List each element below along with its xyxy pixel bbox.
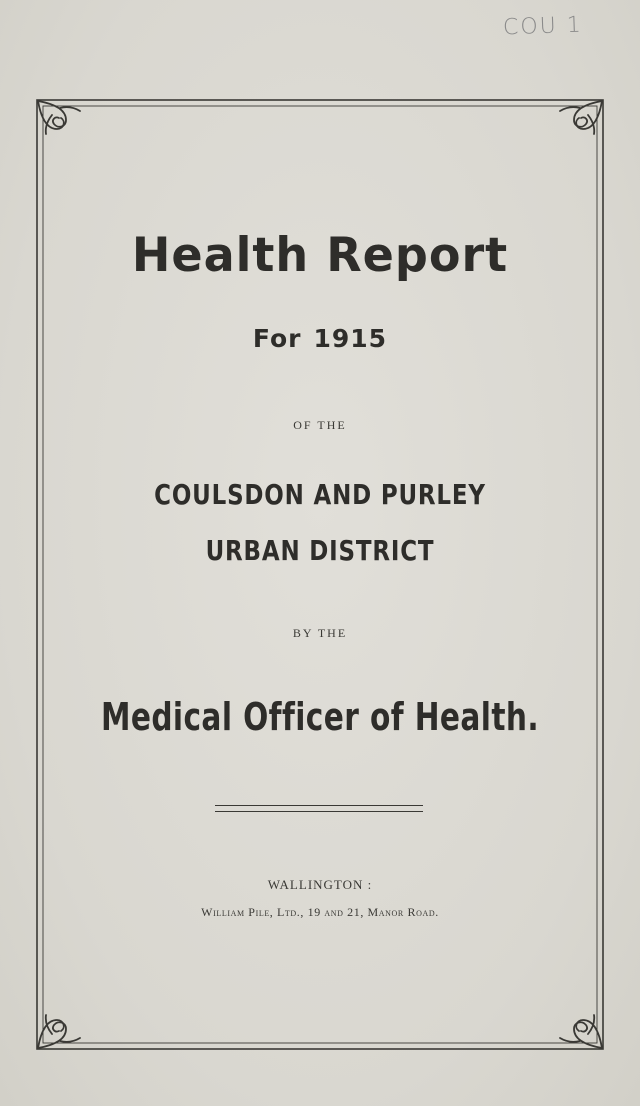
report-title: Health Report <box>131 228 509 283</box>
report-year: 1915 <box>313 324 388 353</box>
district-name-line-1: COULSDON AND PURLEY <box>154 478 486 511</box>
double-rule-divider <box>215 805 423 812</box>
of-the-label: OF THE <box>293 418 347 432</box>
year-prefix: For <box>252 324 302 353</box>
officer-title: Medical Officer of Health. <box>100 695 540 739</box>
district-name-line-2: URBAN DISTRICT <box>205 534 435 567</box>
printer-place: WALLINGTON : <box>267 877 373 892</box>
printer-address: William Pile, Ltd., 19 and 21, Manor Road. <box>201 905 439 919</box>
archive-reference-mark: COU 1 <box>502 12 584 41</box>
by-the-label: BY THE <box>292 626 348 640</box>
report-year-line <box>0 324 640 353</box>
